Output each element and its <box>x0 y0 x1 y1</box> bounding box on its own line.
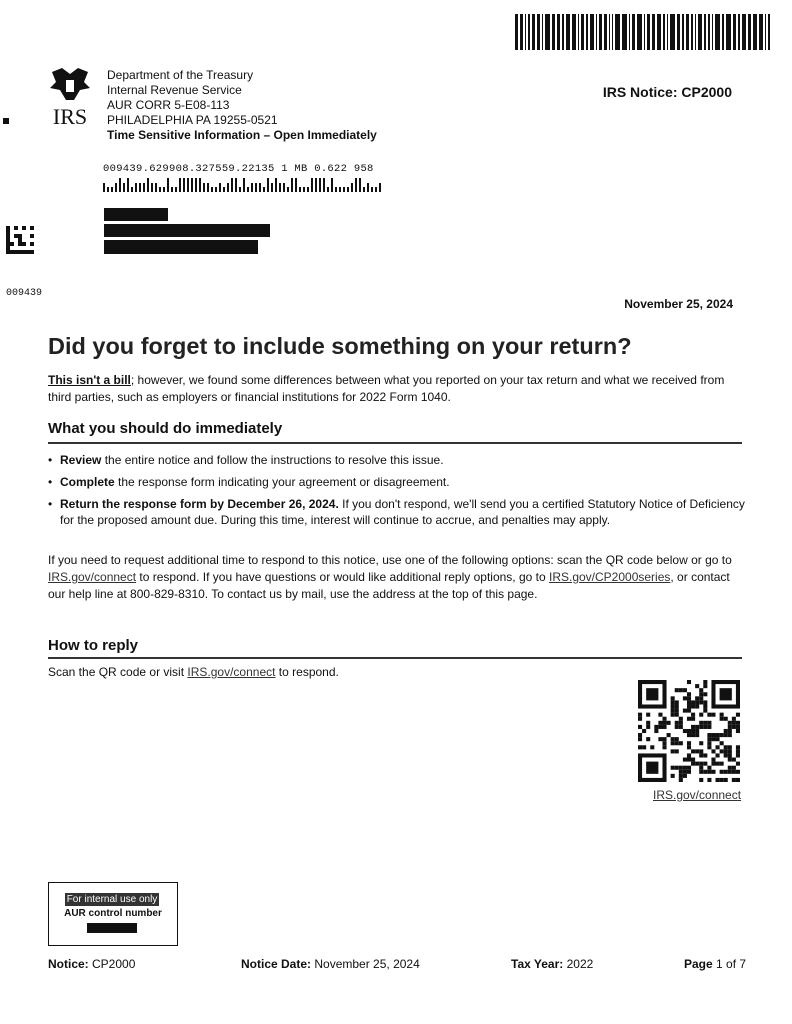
barcode-bar <box>562 14 564 50</box>
footer-notice-date <box>241 957 420 971</box>
postal-bar <box>151 183 153 192</box>
section-divider <box>48 442 742 444</box>
list-item <box>48 496 748 528</box>
footer-label: Notice: <box>48 957 89 971</box>
reply-text: Scan the QR code or visit <box>48 665 188 679</box>
barcode-bar <box>545 14 550 50</box>
barcode-bar <box>557 14 560 50</box>
barcode-bar <box>682 14 684 50</box>
postal-bar <box>179 178 181 192</box>
postal-bar <box>343 187 345 192</box>
sender-line: Department of the Treasury <box>107 68 254 82</box>
postal-bar <box>247 187 249 192</box>
barcode-bar <box>715 14 720 50</box>
postal-bar <box>223 187 225 192</box>
postal-bar <box>215 187 217 192</box>
postal-bar <box>143 183 145 192</box>
barcode-bar <box>637 14 642 50</box>
footer-page <box>684 957 746 971</box>
postal-bar <box>167 178 169 192</box>
barcode-bar <box>604 14 607 50</box>
postal-bar <box>251 183 253 192</box>
sender-line: PHILADELPHIA PA 19255-0521 <box>107 113 278 127</box>
barcode-bar <box>596 14 597 50</box>
postal-bar <box>207 183 209 192</box>
sender-line: Internal Revenue Service <box>107 83 242 97</box>
postal-bar <box>363 187 365 192</box>
redacted-recipient-street <box>104 224 270 237</box>
postal-bar <box>111 187 113 192</box>
barcode-bar <box>686 14 689 50</box>
barcode-bar <box>698 14 702 50</box>
barcode-bar <box>525 14 526 50</box>
barcode-bar <box>691 14 693 50</box>
list-item <box>48 452 748 468</box>
sender-line: AUR CORR 5-E08-113 <box>107 98 230 112</box>
postal-bar <box>107 187 109 192</box>
barcode-bar <box>581 14 584 50</box>
cp2000-series-link[interactable]: IRS.gov/CP2000series <box>548 570 671 584</box>
actions-heading: What you should do immediately <box>48 420 283 437</box>
postal-bar <box>283 183 285 192</box>
postal-bar <box>339 187 341 192</box>
postal-bar <box>263 187 265 192</box>
postal-bar <box>131 187 133 192</box>
internal-use-box <box>48 882 178 946</box>
reply-paragraph <box>48 665 339 679</box>
notice-label: IRS Notice: CP2000 <box>602 84 732 100</box>
postal-bar <box>299 187 301 192</box>
postal-bar <box>359 178 361 192</box>
document-number: 009439 <box>6 288 43 299</box>
barcode-bar <box>657 14 661 50</box>
reply-connect-link[interactable]: IRS.gov/connect <box>187 665 276 679</box>
redacted-recipient-city <box>104 240 258 254</box>
postal-bar <box>199 178 201 192</box>
postal-bar <box>335 187 337 192</box>
postal-bar <box>231 178 233 192</box>
postal-bar <box>183 178 185 192</box>
footer-label: Page <box>684 957 713 971</box>
postal-bar <box>155 183 157 192</box>
barcode-bar <box>578 14 579 50</box>
barcode-bar <box>515 14 518 50</box>
barcode-bar <box>663 14 665 50</box>
barcode-bar <box>612 14 613 50</box>
postal-bar <box>211 187 213 192</box>
irs-connect-link[interactable]: IRS.gov/connect <box>48 570 137 584</box>
barcode-bar <box>733 14 736 50</box>
tracking-number: 009439.629908.327559.22135 1 MB 0.622 958 <box>103 163 374 175</box>
barcode-bar <box>615 14 620 50</box>
options-text: If you need to request additional time to respond to this notice, use one of the following options: scan the QR code below or go to <box>48 553 732 567</box>
barcode-bar <box>712 14 713 50</box>
postal-barcode-icon <box>103 178 383 192</box>
postal-bar <box>291 178 293 192</box>
postal-bar <box>319 178 321 192</box>
postal-bar <box>191 178 193 192</box>
postal-bar <box>119 178 121 192</box>
postal-bar <box>259 183 261 192</box>
postal-bar <box>271 183 273 192</box>
postal-bar <box>367 183 369 192</box>
barcode-bar <box>753 14 757 50</box>
postal-bar <box>279 183 281 192</box>
action-bold: Complete <box>60 475 115 489</box>
barcode-bar <box>726 14 731 50</box>
postal-bar <box>275 178 277 192</box>
postal-bar <box>267 178 269 192</box>
postal-bar <box>375 187 377 192</box>
postal-bar <box>303 187 305 192</box>
page-title: Did you forget to include something on your return? <box>48 333 632 359</box>
postal-bar <box>327 187 329 192</box>
postal-bar <box>295 178 297 192</box>
postal-bar <box>135 183 137 192</box>
postal-bar <box>331 178 333 192</box>
footer-value: CP2000 <box>92 957 136 971</box>
postal-bar <box>255 183 257 192</box>
qr-connect-link[interactable]: IRS.gov/connect <box>653 788 742 802</box>
list-item <box>48 474 748 490</box>
postal-bar <box>139 183 141 192</box>
barcode-bar <box>566 14 570 50</box>
options-paragraph <box>48 552 748 603</box>
barcode-bar <box>670 14 675 50</box>
action-text: the entire notice and follow the instructions to resolve this issue. <box>101 453 444 467</box>
redacted-control-number <box>87 923 137 933</box>
postal-bar <box>315 178 317 192</box>
options-text: , or contact our help line at 800-829-8310. To contact us by mail, use the address at the top of this page. <box>48 570 730 601</box>
footer-tax-year <box>511 957 593 971</box>
barcode-bar <box>644 14 645 50</box>
postal-bar <box>379 183 381 192</box>
not-a-bill-emphasis: This isn't a bill <box>48 373 131 387</box>
barcode-bar <box>765 14 766 50</box>
redacted-recipient-name <box>104 208 168 221</box>
footer-value: November 25, 2024 <box>314 957 420 971</box>
postal-bar <box>311 178 313 192</box>
barcode-bar <box>537 14 540 50</box>
barcode-bar <box>748 14 751 50</box>
irs-eagle-logo-icon <box>44 66 96 128</box>
footer-label: Tax Year: <box>511 957 564 971</box>
barcode-bar <box>599 14 602 50</box>
postal-bar <box>171 187 173 192</box>
intro-paragraph <box>48 372 748 406</box>
barcode-bar <box>552 14 555 50</box>
barcode-bar <box>768 14 770 50</box>
postal-bar <box>239 187 241 192</box>
action-bold: Review <box>60 453 102 467</box>
footer-value: 1 of 7 <box>716 957 747 971</box>
reply-heading: How to reply <box>48 637 139 654</box>
barcode-bar <box>520 14 523 50</box>
action-text: the response form indicating your agreement or disagreement. <box>114 475 450 489</box>
postal-bar <box>219 183 221 192</box>
postal-bar <box>187 178 189 192</box>
barcode-bar <box>622 14 627 50</box>
postal-bar <box>195 178 197 192</box>
postal-bar <box>203 183 205 192</box>
action-text: If you don't respond, we'll send you a certified Statutory Notice of Deficiency for the proposed amount due. During this time, interest will continue to accrue, and penalties may apply. <box>60 497 745 527</box>
postal-bar <box>163 187 165 192</box>
postal-bar <box>115 183 117 192</box>
options-text: to respond. If you have questions or would like additional reply options, go to <box>136 570 549 584</box>
notice-date: November 25, 2024 <box>624 297 733 311</box>
barcode-bar <box>586 14 588 50</box>
actions-list <box>48 452 748 534</box>
postal-bar <box>355 178 357 192</box>
postal-bar <box>159 187 161 192</box>
barcode-bar <box>572 14 576 50</box>
barcode-bar <box>652 14 655 50</box>
intro-text: ; however, we found some differences between what you reported on your tax return and what we received from third parties, such as employers or financial institutions for 2022 Form 1040. <box>48 373 725 404</box>
postal-bar <box>307 187 309 192</box>
sender-address <box>107 68 377 143</box>
reply-text: to respond. <box>275 665 339 679</box>
barcode-bar <box>542 14 543 50</box>
qr-code-icon[interactable] <box>638 680 740 782</box>
postal-bar <box>347 187 349 192</box>
top-barcode-icon <box>515 14 777 50</box>
postal-bar <box>323 178 325 192</box>
barcode-bar <box>609 14 610 50</box>
postal-bar <box>227 183 229 192</box>
postal-bar <box>147 178 149 192</box>
scan-mark <box>3 118 9 124</box>
internal-use-tag: For internal use only <box>66 894 158 905</box>
barcode-bar <box>704 14 706 50</box>
irs-logo-text: IRS <box>52 104 88 128</box>
barcode-bar <box>532 14 535 50</box>
postal-bar <box>351 183 353 192</box>
time-sensitive-label: Time Sensitive Information – Open Immediately <box>107 128 377 142</box>
barcode-bar <box>647 14 650 50</box>
barcode-bar <box>590 14 594 50</box>
barcode-bar <box>528 14 530 50</box>
postal-bar <box>127 178 129 192</box>
barcode-bar <box>742 14 746 50</box>
barcode-bar <box>667 14 668 50</box>
barcode-bar <box>722 14 724 50</box>
postal-bar <box>175 187 177 192</box>
footer-label: Notice Date: <box>241 957 312 971</box>
postal-bar <box>235 178 237 192</box>
datamatrix-icon <box>6 226 34 254</box>
barcode-bar <box>677 14 680 50</box>
control-number-label: AUR control number <box>64 908 162 919</box>
footer-value: 2022 <box>566 957 594 971</box>
barcode-bar <box>708 14 710 50</box>
postal-bar <box>103 183 105 192</box>
barcode-bar <box>738 14 740 50</box>
section-divider <box>48 657 742 659</box>
barcode-bar <box>695 14 696 50</box>
postal-bar <box>123 183 125 192</box>
action-bold: Return the response form by December 26, 2024. <box>60 497 339 511</box>
barcode-bar <box>629 14 630 50</box>
barcode-bar <box>759 14 763 50</box>
postal-bar <box>287 187 289 192</box>
postal-bar <box>371 187 373 192</box>
footer-notice <box>48 957 135 971</box>
postal-bar <box>243 178 245 192</box>
barcode-bar <box>632 14 635 50</box>
